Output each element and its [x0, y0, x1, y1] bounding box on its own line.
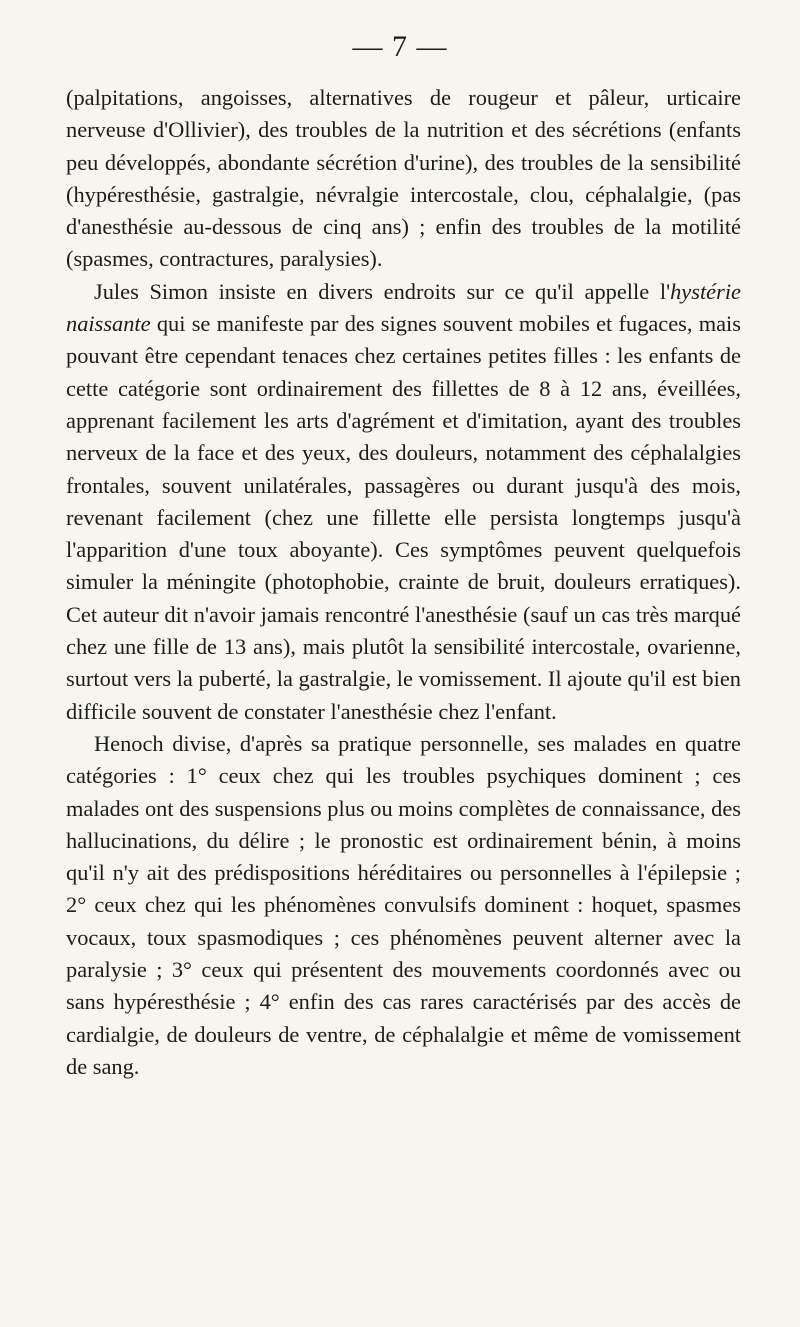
page-number: — 7 —: [352, 30, 448, 63]
paragraph-jules-simon: [66, 276, 741, 728]
text-body: [66, 82, 741, 1083]
paragraph-text: Jules Simon insiste en divers endroits sur ce qu'il appelle l': [94, 278, 671, 304]
paragraph-henoch: Henoch divise, d'après sa pratique personnelle, ses malades en quatre catégories : 1° ceux chez qui les troubles psychiques dominent ; ces malades ont des suspensions plus ou moins complètes de connaissance, des hallucinations, du délire ; le pronostic est ordinairement bénin, à moins qu'il n'y ait des prédispositions héréditaires ou personnelles à l'épilepsie ; 2° ceux chez qui les phénomènes convulsifs dominent : hoquet, spasmes vocaux, toux spasmodiques ; ces phénomènes peuvent alterner avec la paralysie ; 3° ceux qui présentent des mouvements coordonnés avec ou sans hypéresthésie ; 4° enfin des cas rares caractérisés par des accès de cardialgie, de douleurs de ventre, de céphalalgie et même de vomissement de sang.: [66, 730, 741, 1079]
paragraph-text: qui se manifeste par des signes souvent mobiles et fugaces, mais pouvant être cependant tenaces chez certaines petites filles : les enfants de cette catégorie sont ordinairement des fillettes de 8 à 12 ans, éveillées, apprenant facilement les arts d'agrément et d'imitation, ayant des troubles nerveux de la face et des yeux, des douleurs, notamment des céphalalgies frontales, souvent unilatérales, passagères ou durant jusqu'à des mois, revenant facilement (chez une fillette elle persista longtemps jusqu'à l'apparition d'une toux aboyante). Ces symptômes peuvent quelquefois simuler la méningite (photophobie, crainte de bruit, douleurs erratiques). Cet auteur dit n'avoir jamais rencontré l'anesthésie (sauf un cas très marqué chez une fille de 13 ans), mais plutôt la sensibilité intercostale, ovarienne, surtout vers la puberté, la gastralgie, le vomissement. Il ajoute qu'il est bien difficile souvent de constater l'anesthésie chez l'enfant.: [66, 311, 741, 724]
paragraph-continuation: (palpitations, angoisses, alternatives de rougeur et pâleur, urticaire nerveuse d'Ollivier), des troubles de la nutrition et des sécrétions (enfants peu développés, abondante sécrétion d'urine), des troubles de la sensibilité (hypéresthésie, gastralgie, névralgie intercostale, clou, céphalalgie, (pas d'anesthésie au-dessous de cinq ans) ; enfin des troubles de la motilité (spasmes, contractures, paralysies).: [66, 85, 741, 272]
emphasized-term: hystérie naissante: [66, 278, 741, 337]
